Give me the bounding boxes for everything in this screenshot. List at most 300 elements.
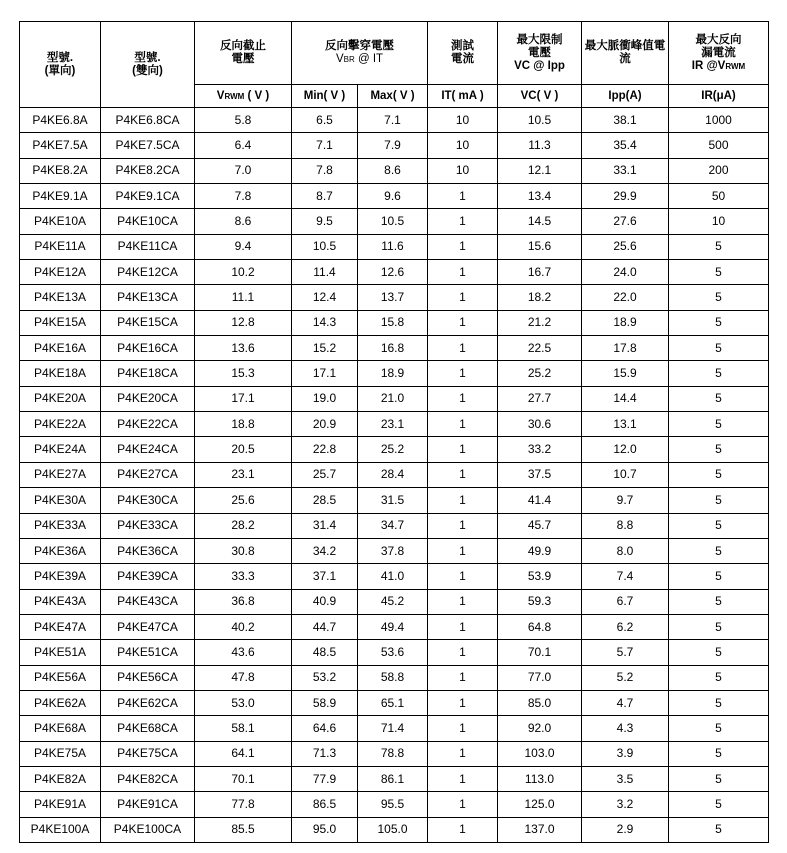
unit-vbr-max: Max( V ) xyxy=(358,85,428,108)
cell-peak-pulse-current: 8.8 xyxy=(582,513,669,538)
cell-vbr-min: 7.8 xyxy=(292,158,358,183)
cell-test-current: 1 xyxy=(428,462,498,487)
cell-peak-pulse-current: 12.0 xyxy=(582,437,669,462)
cell-model-bi: P4KE20CA xyxy=(101,386,195,411)
cell-vrwm: 7.8 xyxy=(195,184,292,209)
table-row xyxy=(20,589,769,614)
table-row xyxy=(20,260,769,285)
cell-clamping-voltage: 77.0 xyxy=(498,665,582,690)
cell-peak-pulse-current: 10.7 xyxy=(582,462,669,487)
cell-vbr-min: 9.5 xyxy=(292,209,358,234)
cell-clamping-voltage: 21.2 xyxy=(498,310,582,335)
header-test-current: 測試 電流 xyxy=(428,22,498,85)
cell-model-uni: P4KE30A xyxy=(20,488,101,513)
cell-reverse-leakage: 5 xyxy=(669,614,769,639)
cell-vbr-min: 28.5 xyxy=(292,488,358,513)
cell-reverse-leakage: 5 xyxy=(669,589,769,614)
cell-test-current: 1 xyxy=(428,614,498,639)
cell-vbr-max: 13.7 xyxy=(358,285,428,310)
cell-peak-pulse-current: 7.4 xyxy=(582,564,669,589)
cell-test-current: 1 xyxy=(428,589,498,614)
cell-vrwm: 11.1 xyxy=(195,285,292,310)
cell-reverse-leakage: 5 xyxy=(669,310,769,335)
cell-model-bi: P4KE15CA xyxy=(101,310,195,335)
cell-vbr-min: 77.9 xyxy=(292,766,358,791)
cell-model-uni: P4KE75A xyxy=(20,741,101,766)
cell-vbr-min: 86.5 xyxy=(292,792,358,817)
cell-vbr-max: 7.1 xyxy=(358,108,428,133)
cell-model-uni: P4KE62A xyxy=(20,690,101,715)
cell-vrwm: 33.3 xyxy=(195,564,292,589)
cell-model-bi: P4KE100CA xyxy=(101,817,195,842)
cell-clamping-voltage: 70.1 xyxy=(498,640,582,665)
cell-model-bi: P4KE30CA xyxy=(101,488,195,513)
cell-vrwm: 17.1 xyxy=(195,386,292,411)
cell-vrwm: 47.8 xyxy=(195,665,292,690)
cell-model-bi: P4KE10CA xyxy=(101,209,195,234)
table-row xyxy=(20,690,769,715)
table-row xyxy=(20,640,769,665)
cell-model-bi: P4KE39CA xyxy=(101,564,195,589)
cell-vrwm: 36.8 xyxy=(195,589,292,614)
cell-reverse-leakage: 5 xyxy=(669,640,769,665)
unit-vbr-min: Min( V ) xyxy=(292,85,358,108)
spec-table xyxy=(19,21,769,843)
cell-model-bi: P4KE13CA xyxy=(101,285,195,310)
cell-vrwm: 12.8 xyxy=(195,310,292,335)
cell-test-current: 1 xyxy=(428,716,498,741)
cell-peak-pulse-current: 4.7 xyxy=(582,690,669,715)
cell-model-bi: P4KE56CA xyxy=(101,665,195,690)
cell-model-uni: P4KE15A xyxy=(20,310,101,335)
cell-peak-pulse-current: 24.0 xyxy=(582,260,669,285)
cell-model-bi: P4KE91CA xyxy=(101,792,195,817)
cell-clamping-voltage: 125.0 xyxy=(498,792,582,817)
table-row xyxy=(20,538,769,563)
cell-vrwm: 13.6 xyxy=(195,336,292,361)
cell-test-current: 1 xyxy=(428,285,498,310)
cell-vbr-max: 65.1 xyxy=(358,690,428,715)
cell-vrwm: 70.1 xyxy=(195,766,292,791)
table-row xyxy=(20,234,769,259)
cell-test-current: 1 xyxy=(428,361,498,386)
cell-model-bi: P4KE18CA xyxy=(101,361,195,386)
cell-vbr-max: 71.4 xyxy=(358,716,428,741)
cell-vrwm: 43.6 xyxy=(195,640,292,665)
cell-test-current: 1 xyxy=(428,336,498,361)
cell-vbr-min: 53.2 xyxy=(292,665,358,690)
cell-model-uni: P4KE13A xyxy=(20,285,101,310)
cell-test-current: 1 xyxy=(428,209,498,234)
cell-peak-pulse-current: 17.8 xyxy=(582,336,669,361)
cell-vrwm: 64.1 xyxy=(195,741,292,766)
cell-peak-pulse-current: 33.1 xyxy=(582,158,669,183)
cell-reverse-leakage: 5 xyxy=(669,817,769,842)
cell-peak-pulse-current: 18.9 xyxy=(582,310,669,335)
cell-peak-pulse-current: 3.5 xyxy=(582,766,669,791)
cell-vrwm: 77.8 xyxy=(195,792,292,817)
cell-model-bi: P4KE27CA xyxy=(101,462,195,487)
cell-clamping-voltage: 13.4 xyxy=(498,184,582,209)
cell-reverse-leakage: 5 xyxy=(669,437,769,462)
cell-test-current: 1 xyxy=(428,665,498,690)
cell-model-bi: P4KE43CA xyxy=(101,589,195,614)
cell-clamping-voltage: 53.9 xyxy=(498,564,582,589)
cell-vbr-min: 10.5 xyxy=(292,234,358,259)
table-row xyxy=(20,564,769,589)
cell-model-uni: P4KE9.1A xyxy=(20,184,101,209)
cell-peak-pulse-current: 14.4 xyxy=(582,386,669,411)
cell-model-uni: P4KE100A xyxy=(20,817,101,842)
cell-model-uni: P4KE82A xyxy=(20,766,101,791)
cell-reverse-leakage: 5 xyxy=(669,336,769,361)
cell-test-current: 1 xyxy=(428,513,498,538)
table-row xyxy=(20,361,769,386)
cell-vbr-max: 58.8 xyxy=(358,665,428,690)
cell-test-current: 1 xyxy=(428,564,498,589)
cell-test-current: 1 xyxy=(428,792,498,817)
cell-model-bi: P4KE47CA xyxy=(101,614,195,639)
cell-model-uni: P4KE8.2A xyxy=(20,158,101,183)
cell-vbr-max: 105.0 xyxy=(358,817,428,842)
cell-clamping-voltage: 137.0 xyxy=(498,817,582,842)
cell-test-current: 1 xyxy=(428,260,498,285)
cell-clamping-voltage: 33.2 xyxy=(498,437,582,462)
cell-vbr-min: 20.9 xyxy=(292,412,358,437)
table-row xyxy=(20,817,769,842)
cell-peak-pulse-current: 5.7 xyxy=(582,640,669,665)
cell-reverse-leakage: 5 xyxy=(669,564,769,589)
cell-clamping-voltage: 41.4 xyxy=(498,488,582,513)
table-row xyxy=(20,665,769,690)
cell-peak-pulse-current: 4.3 xyxy=(582,716,669,741)
cell-test-current: 10 xyxy=(428,158,498,183)
table-row xyxy=(20,741,769,766)
table-row xyxy=(20,108,769,133)
cell-model-uni: P4KE24A xyxy=(20,437,101,462)
cell-reverse-leakage: 5 xyxy=(669,462,769,487)
header-max-reverse-leakage: 最大反向 漏電流 IR @VRWM xyxy=(669,22,769,85)
cell-reverse-leakage: 200 xyxy=(669,158,769,183)
table-row xyxy=(20,614,769,639)
cell-model-bi: P4KE75CA xyxy=(101,741,195,766)
cell-vbr-max: 23.1 xyxy=(358,412,428,437)
cell-reverse-leakage: 5 xyxy=(669,361,769,386)
cell-vbr-min: 71.3 xyxy=(292,741,358,766)
cell-model-uni: P4KE18A xyxy=(20,361,101,386)
cell-vrwm: 15.3 xyxy=(195,361,292,386)
cell-test-current: 1 xyxy=(428,817,498,842)
cell-vrwm: 23.1 xyxy=(195,462,292,487)
header-max-peak-pulse-current: 最大脈衝峰值電 流 xyxy=(582,22,669,85)
cell-reverse-leakage: 5 xyxy=(669,665,769,690)
cell-vbr-max: 8.6 xyxy=(358,158,428,183)
cell-clamping-voltage: 64.8 xyxy=(498,614,582,639)
table-row xyxy=(20,209,769,234)
cell-model-bi: P4KE22CA xyxy=(101,412,195,437)
cell-model-bi: P4KE8.2CA xyxy=(101,158,195,183)
cell-vbr-min: 37.1 xyxy=(292,564,358,589)
cell-test-current: 10 xyxy=(428,133,498,158)
cell-vrwm: 18.8 xyxy=(195,412,292,437)
cell-model-bi: P4KE12CA xyxy=(101,260,195,285)
header-model-unidirectional: 型號. (單向) xyxy=(20,22,101,108)
cell-model-uni: P4KE10A xyxy=(20,209,101,234)
cell-clamping-voltage: 15.6 xyxy=(498,234,582,259)
cell-vbr-max: 25.2 xyxy=(358,437,428,462)
table-row xyxy=(20,513,769,538)
cell-peak-pulse-current: 29.9 xyxy=(582,184,669,209)
cell-peak-pulse-current: 3.2 xyxy=(582,792,669,817)
table-row xyxy=(20,488,769,513)
cell-clamping-voltage: 10.5 xyxy=(498,108,582,133)
table-row xyxy=(20,412,769,437)
cell-vrwm: 6.4 xyxy=(195,133,292,158)
cell-clamping-voltage: 92.0 xyxy=(498,716,582,741)
cell-model-bi: P4KE82CA xyxy=(101,766,195,791)
cell-vbr-max: 86.1 xyxy=(358,766,428,791)
cell-vrwm: 58.1 xyxy=(195,716,292,741)
cell-clamping-voltage: 45.7 xyxy=(498,513,582,538)
cell-clamping-voltage: 22.5 xyxy=(498,336,582,361)
cell-reverse-leakage: 50 xyxy=(669,184,769,209)
cell-clamping-voltage: 85.0 xyxy=(498,690,582,715)
cell-model-bi: P4KE7.5CA xyxy=(101,133,195,158)
cell-vbr-max: 45.2 xyxy=(358,589,428,614)
cell-vbr-min: 12.4 xyxy=(292,285,358,310)
table-row xyxy=(20,716,769,741)
header-reverse-standoff-voltage: 反向截止 電壓 xyxy=(195,22,292,85)
cell-model-uni: P4KE68A xyxy=(20,716,101,741)
cell-model-bi: P4KE6.8CA xyxy=(101,108,195,133)
cell-test-current: 10 xyxy=(428,108,498,133)
cell-clamping-voltage: 103.0 xyxy=(498,741,582,766)
cell-reverse-leakage: 5 xyxy=(669,386,769,411)
cell-vbr-min: 8.7 xyxy=(292,184,358,209)
cell-reverse-leakage: 5 xyxy=(669,513,769,538)
cell-vrwm: 10.2 xyxy=(195,260,292,285)
cell-vrwm: 85.5 xyxy=(195,817,292,842)
cell-vbr-min: 58.9 xyxy=(292,690,358,715)
header-breakdown-voltage-symbol: VBR @ IT xyxy=(335,53,384,65)
cell-vrwm: 7.0 xyxy=(195,158,292,183)
cell-test-current: 1 xyxy=(428,184,498,209)
cell-model-uni: P4KE27A xyxy=(20,462,101,487)
cell-model-uni: P4KE47A xyxy=(20,614,101,639)
cell-peak-pulse-current: 38.1 xyxy=(582,108,669,133)
cell-vbr-max: 7.9 xyxy=(358,133,428,158)
cell-clamping-voltage: 49.9 xyxy=(498,538,582,563)
cell-vbr-min: 7.1 xyxy=(292,133,358,158)
cell-vbr-min: 15.2 xyxy=(292,336,358,361)
cell-model-bi: P4KE68CA xyxy=(101,716,195,741)
table-row xyxy=(20,462,769,487)
cell-model-bi: P4KE9.1CA xyxy=(101,184,195,209)
cell-peak-pulse-current: 3.9 xyxy=(582,741,669,766)
cell-vrwm: 30.8 xyxy=(195,538,292,563)
cell-vbr-min: 44.7 xyxy=(292,614,358,639)
cell-clamping-voltage: 25.2 xyxy=(498,361,582,386)
cell-reverse-leakage: 5 xyxy=(669,716,769,741)
cell-clamping-voltage: 27.7 xyxy=(498,386,582,411)
cell-vbr-max: 34.7 xyxy=(358,513,428,538)
cell-vbr-max: 49.4 xyxy=(358,614,428,639)
cell-reverse-leakage: 1000 xyxy=(669,108,769,133)
cell-vbr-min: 64.6 xyxy=(292,716,358,741)
cell-vbr-min: 40.9 xyxy=(292,589,358,614)
header-max-clamping-voltage: 最大限制 電壓 VC @ Ipp xyxy=(498,22,582,85)
cell-vbr-min: 11.4 xyxy=(292,260,358,285)
cell-test-current: 1 xyxy=(428,766,498,791)
cell-vbr-min: 6.5 xyxy=(292,108,358,133)
cell-vrwm: 40.2 xyxy=(195,614,292,639)
cell-model-bi: P4KE51CA xyxy=(101,640,195,665)
cell-reverse-leakage: 5 xyxy=(669,285,769,310)
cell-vbr-max: 31.5 xyxy=(358,488,428,513)
table-row xyxy=(20,158,769,183)
table-row xyxy=(20,792,769,817)
cell-test-current: 1 xyxy=(428,640,498,665)
cell-vbr-min: 25.7 xyxy=(292,462,358,487)
cell-model-bi: P4KE11CA xyxy=(101,234,195,259)
cell-vbr-max: 53.6 xyxy=(358,640,428,665)
cell-vbr-min: 14.3 xyxy=(292,310,358,335)
cell-model-uni: P4KE91A xyxy=(20,792,101,817)
header-model-bidirectional: 型號. (雙向) xyxy=(101,22,195,108)
cell-model-uni: P4KE11A xyxy=(20,234,101,259)
cell-vbr-min: 22.8 xyxy=(292,437,358,462)
cell-clamping-voltage: 113.0 xyxy=(498,766,582,791)
cell-model-bi: P4KE62CA xyxy=(101,690,195,715)
cell-model-uni: P4KE6.8A xyxy=(20,108,101,133)
cell-model-uni: P4KE16A xyxy=(20,336,101,361)
cell-reverse-leakage: 5 xyxy=(669,488,769,513)
cell-clamping-voltage: 30.6 xyxy=(498,412,582,437)
cell-vrwm: 8.6 xyxy=(195,209,292,234)
cell-test-current: 1 xyxy=(428,690,498,715)
header-leakage-symbol: IR @VRWM xyxy=(691,59,746,72)
cell-vbr-max: 78.8 xyxy=(358,741,428,766)
cell-vrwm: 25.6 xyxy=(195,488,292,513)
cell-reverse-leakage: 5 xyxy=(669,690,769,715)
unit-clamping-voltage: VC( V ) xyxy=(498,85,582,108)
cell-peak-pulse-current: 13.1 xyxy=(582,412,669,437)
cell-model-uni: P4KE7.5A xyxy=(20,133,101,158)
cell-clamping-voltage: 18.2 xyxy=(498,285,582,310)
cell-reverse-leakage: 5 xyxy=(669,260,769,285)
cell-test-current: 1 xyxy=(428,488,498,513)
cell-vrwm: 53.0 xyxy=(195,690,292,715)
cell-vbr-max: 18.9 xyxy=(358,361,428,386)
cell-model-uni: P4KE33A xyxy=(20,513,101,538)
table-body xyxy=(20,108,769,843)
header-row-main xyxy=(20,22,769,85)
cell-vbr-min: 95.0 xyxy=(292,817,358,842)
cell-vbr-max: 10.5 xyxy=(358,209,428,234)
table-row xyxy=(20,437,769,462)
cell-vbr-min: 31.4 xyxy=(292,513,358,538)
cell-model-uni: P4KE20A xyxy=(20,386,101,411)
header-breakdown-voltage: 反向擊穿電壓 VBR @ IT xyxy=(292,22,428,85)
cell-vbr-max: 21.0 xyxy=(358,386,428,411)
cell-model-uni: P4KE12A xyxy=(20,260,101,285)
cell-peak-pulse-current: 6.7 xyxy=(582,589,669,614)
cell-peak-pulse-current: 5.2 xyxy=(582,665,669,690)
unit-reverse-leakage: IR(μA) xyxy=(669,85,769,108)
cell-peak-pulse-current: 6.2 xyxy=(582,614,669,639)
cell-peak-pulse-current: 15.9 xyxy=(582,361,669,386)
cell-clamping-voltage: 11.3 xyxy=(498,133,582,158)
cell-reverse-leakage: 10 xyxy=(669,209,769,234)
cell-clamping-voltage: 12.1 xyxy=(498,158,582,183)
cell-vbr-max: 37.8 xyxy=(358,538,428,563)
cell-vbr-min: 19.0 xyxy=(292,386,358,411)
cell-peak-pulse-current: 9.7 xyxy=(582,488,669,513)
cell-reverse-leakage: 5 xyxy=(669,538,769,563)
cell-vrwm: 20.5 xyxy=(195,437,292,462)
cell-vbr-max: 15.8 xyxy=(358,310,428,335)
table-row xyxy=(20,766,769,791)
cell-model-uni: P4KE56A xyxy=(20,665,101,690)
cell-reverse-leakage: 5 xyxy=(669,234,769,259)
table-row xyxy=(20,184,769,209)
cell-model-bi: P4KE36CA xyxy=(101,538,195,563)
table-row xyxy=(20,133,769,158)
cell-vbr-max: 16.8 xyxy=(358,336,428,361)
cell-clamping-voltage: 14.5 xyxy=(498,209,582,234)
cell-vbr-max: 9.6 xyxy=(358,184,428,209)
table-row xyxy=(20,386,769,411)
cell-test-current: 1 xyxy=(428,310,498,335)
cell-vbr-max: 41.0 xyxy=(358,564,428,589)
cell-model-uni: P4KE43A xyxy=(20,589,101,614)
cell-peak-pulse-current: 27.6 xyxy=(582,209,669,234)
cell-vbr-min: 48.5 xyxy=(292,640,358,665)
cell-peak-pulse-current: 35.4 xyxy=(582,133,669,158)
cell-vbr-min: 17.1 xyxy=(292,361,358,386)
table-row xyxy=(20,310,769,335)
unit-test-current: IT( mA ) xyxy=(428,85,498,108)
unit-vrwm: VRWM ( V ) xyxy=(195,85,292,108)
cell-model-bi: P4KE24CA xyxy=(101,437,195,462)
cell-peak-pulse-current: 22.0 xyxy=(582,285,669,310)
cell-reverse-leakage: 5 xyxy=(669,792,769,817)
cell-reverse-leakage: 5 xyxy=(669,412,769,437)
cell-model-uni: P4KE36A xyxy=(20,538,101,563)
cell-peak-pulse-current: 2.9 xyxy=(582,817,669,842)
cell-vbr-max: 11.6 xyxy=(358,234,428,259)
cell-clamping-voltage: 16.7 xyxy=(498,260,582,285)
cell-reverse-leakage: 5 xyxy=(669,741,769,766)
cell-reverse-leakage: 5 xyxy=(669,766,769,791)
cell-peak-pulse-current: 8.0 xyxy=(582,538,669,563)
cell-model-bi: P4KE33CA xyxy=(101,513,195,538)
cell-model-bi: P4KE16CA xyxy=(101,336,195,361)
cell-peak-pulse-current: 25.6 xyxy=(582,234,669,259)
cell-test-current: 1 xyxy=(428,437,498,462)
cell-model-uni: P4KE51A xyxy=(20,640,101,665)
cell-test-current: 1 xyxy=(428,412,498,437)
cell-vrwm: 9.4 xyxy=(195,234,292,259)
cell-vrwm: 5.8 xyxy=(195,108,292,133)
table-row xyxy=(20,336,769,361)
table-row xyxy=(20,285,769,310)
cell-vbr-min: 34.2 xyxy=(292,538,358,563)
cell-model-uni: P4KE39A xyxy=(20,564,101,589)
cell-vbr-max: 12.6 xyxy=(358,260,428,285)
unit-peak-pulse-current: Ipp(A) xyxy=(582,85,669,108)
cell-test-current: 1 xyxy=(428,538,498,563)
